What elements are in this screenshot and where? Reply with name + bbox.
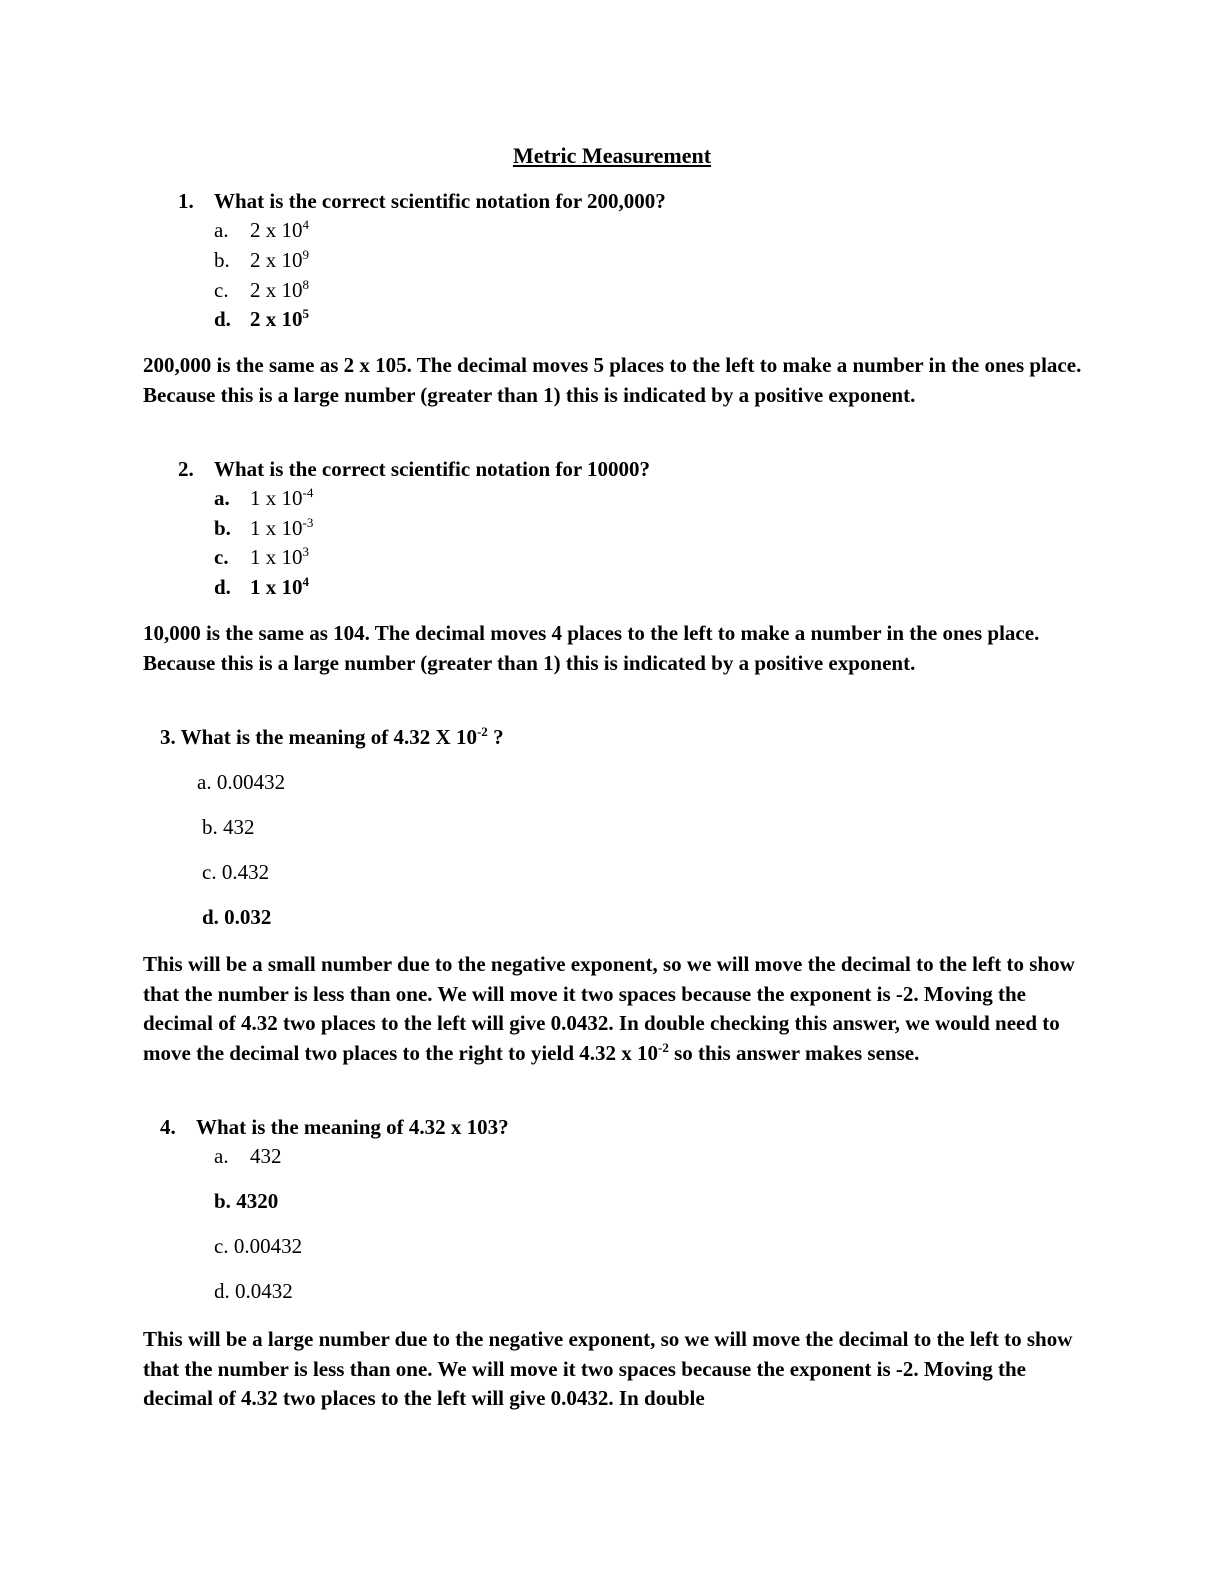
- question-text: What is the meaning of 4.32 x 103?: [196, 1115, 509, 1139]
- q3-option-d: d. 0.032: [202, 905, 272, 929]
- q3-option-b: b. 432: [202, 815, 255, 839]
- q1-option-c: c. 2 x $10^8$: [214, 277, 309, 302]
- question-2: [178, 457, 650, 482]
- q2-option-b: b. 1 x $10^{-3}$: [214, 515, 314, 540]
- question-4: [160, 1115, 509, 1140]
- question-text: What is the correct scientific notation for 200,000?: [214, 189, 666, 213]
- q2-option-c: c. 1 x $10^3$: [214, 544, 309, 569]
- q4-option-d: d. 0.0432: [214, 1279, 293, 1303]
- q3-option-a: a. 0.00432: [197, 770, 286, 794]
- q4-explanation: This will be a large number due to the negative exponent, so we will move the decimal to the left to show that the number is less than one. We will move it two spaces because the exponent is -2. Moving the decimal of 4.32 two places to the left will give 0.0432. In double: [143, 1327, 1073, 1410]
- q4-option-a: a. 432: [214, 1144, 282, 1168]
- q1-option-d: d. 2 x $10^5$: [214, 306, 309, 331]
- question-text: What is the correct scientific notation for 10000?: [214, 457, 651, 481]
- q3-option-c: c. 0.432: [202, 860, 270, 884]
- question-3: 3. What is the meaning of 4.32 X $10^{-2}$ ?: [160, 724, 504, 749]
- q4-option-c: c. 0.00432: [214, 1234, 303, 1258]
- q2-option-a: a. 1 x $10^{-4}$: [214, 485, 314, 510]
- page-title: Metric Measurement: [512, 143, 712, 168]
- q1-option-b: b. 2 x $10^9$: [214, 247, 309, 272]
- question-1: [178, 189, 666, 214]
- q3-explanation: This will be a small number due to the negative exponent, so we will move the decimal to the left to show that the number is less than one. We will move it two spaces because the exponent is -2. Moving the decimal of 4.32 two places to the left will give 0.0432. In double checking this answer, we would need to move the decimal two places to the right to yield 4.32 x $10^{-2}$ so this answer makes sense.: [143, 952, 1075, 1065]
- q2-option-d: d. 1 x $10^4$: [214, 574, 309, 599]
- q1-option-a: a. 2 x $10^4$: [214, 217, 309, 242]
- q1-explanation: 200,000 is the same as 2 x 105. The decimal moves 5 places to the left to make a number in the ones place. Because this is a large number (greater than 1) this is indicated by a positive exponent.: [143, 353, 1082, 407]
- question-number: 4.: [160, 1115, 176, 1139]
- question-number: 1.: [178, 189, 194, 213]
- q4-option-b: b. 4320: [214, 1189, 279, 1213]
- question-number: 2.: [178, 457, 194, 481]
- q2-explanation: 10,000 is the same as 104. The decimal moves 4 places to the left to make a number in the ones place. Because this is a large number (greater than 1) this is indicated by a positive exponent.: [143, 621, 1040, 675]
